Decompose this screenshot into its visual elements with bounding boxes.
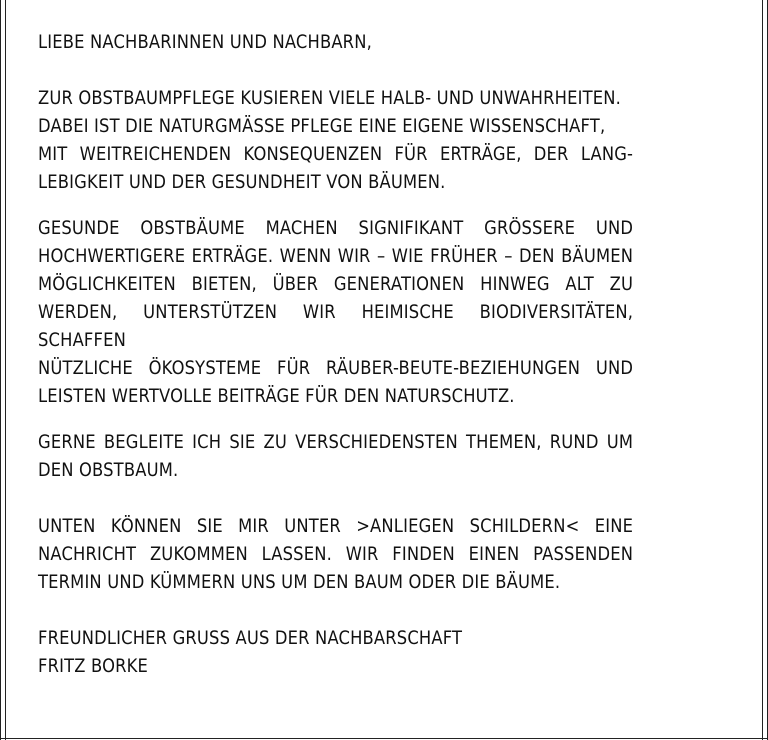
closing-text: FREUNDLICHER GRUSS AUS DER NACHBARSCHAFT <box>38 627 463 649</box>
paragraph-line: NÜTZLICHE ÖKOSYSTEME FÜR RÄUBER-BEUTE-BEZIEHUNGEN UND <box>38 357 634 379</box>
paragraph-gesunde-obstbaeume <box>38 214 633 410</box>
paragraph-line: WERDEN, UNTERSTÜTZEN WIR HEIMISCHE BIODIVERSITÄTEN, SCHAFFEN <box>38 301 634 351</box>
letter-greeting <box>38 28 633 56</box>
paragraph-line: MÖGLICHKEITEN BIETEN, ÜBER GENERATIONEN HINWEG ALT ZU <box>38 273 634 295</box>
paragraph-line: DEN OBSTBAUM. <box>38 459 179 481</box>
paragraph-line: GESUNDE OBSTBÄUME MACHEN SIGNIFIKANT GRÖSSERE UND <box>38 217 634 239</box>
paragraph-line: DABEI IST DIE NATURGMÄSSE PFLEGE EINE EIGENE WISSENSCHAFT, <box>38 115 606 137</box>
frame-border-left <box>0 0 1 740</box>
paragraph-anliegen <box>38 512 633 596</box>
paragraph-themen <box>38 428 633 484</box>
letter-body <box>38 28 633 680</box>
paragraph-obstbaumpflege <box>38 84 633 196</box>
paragraph-line: LEBIGKEIT UND DER GESUNDHEIT VON BÄUMEN. <box>38 171 446 193</box>
frame-border-right-inner <box>762 0 763 740</box>
paragraph-line: NACHRICHT ZUKOMMEN LASSEN. WIR FINDEN EINEN PASSENDEN <box>38 543 634 565</box>
frame-border-bottom <box>0 738 768 739</box>
paragraph-line: HOCHWERTIGERE ERTRÄGE. WENN WIR – WIE FRÜHER – DEN BÄUMEN <box>38 245 634 267</box>
paragraph-line: MIT WEITREICHENDEN KONSEQUENZEN FÜR ERTRÄGE, DER LANG- <box>38 143 634 165</box>
paragraph-line: UNTEN KÖNNEN SIE MIR UNTER >ANLIEGEN SCHILDERN< EINE <box>38 515 634 537</box>
paragraph-line: ZUR OBSTBAUMPFLEGE KUSIEREN VIELE HALB- UND UNWAHRHEITEN. <box>38 87 621 109</box>
paragraph-line: GERNE BEGLEITE ICH SIE ZU VERSCHIEDENSTEN THEMEN, RUND UM <box>38 431 634 453</box>
letter-closing <box>38 624 633 680</box>
greeting-text: LIEBE NACHBARINNEN UND NACHBARN, <box>38 31 372 53</box>
paragraph-line: TERMIN UND KÜMMERN UNS UM DEN BAUM ODER DIE BÄUME. <box>38 571 561 593</box>
signature-text: FRITZ BORKE <box>38 655 149 677</box>
frame-border-left-inner <box>5 0 6 740</box>
paragraph-line: LEISTEN WERTVOLLE BEITRÄGE FÜR DEN NATURSCHUTZ. <box>38 385 515 407</box>
